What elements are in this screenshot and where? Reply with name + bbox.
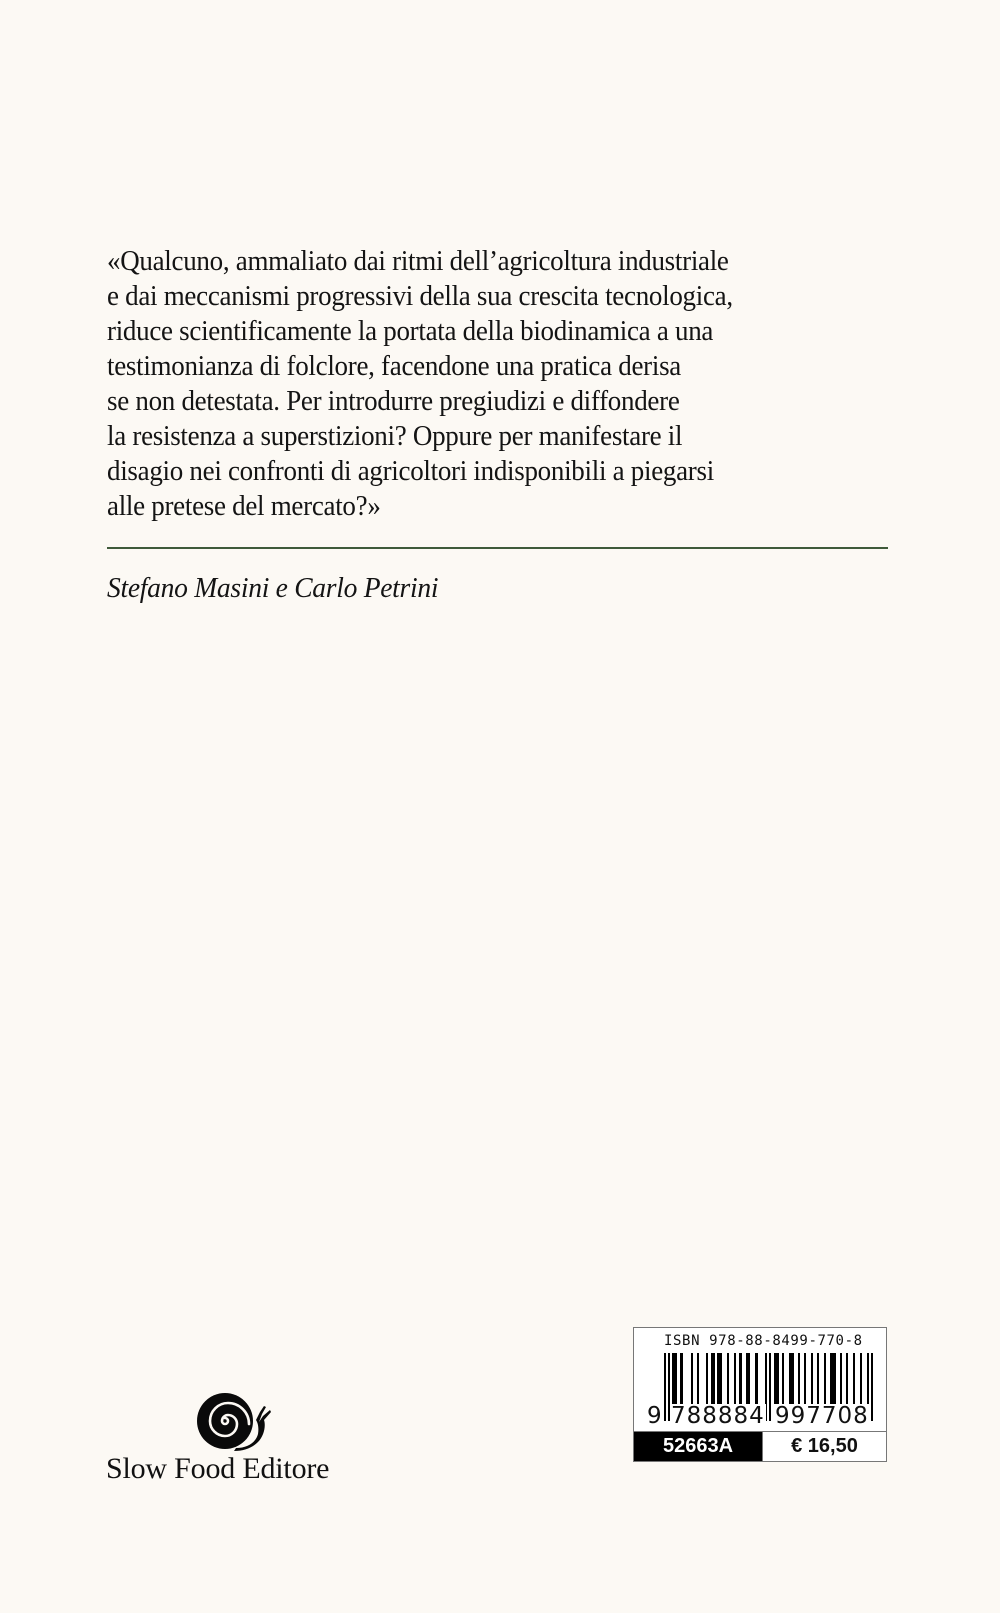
snail-icon xyxy=(196,1390,272,1452)
quote-line: alle pretese del mercato?» xyxy=(107,490,381,522)
quote-line: testimonianza di folclore, facendone una pratica derisa xyxy=(107,350,681,382)
isbn-barcode xyxy=(633,1327,887,1462)
quote-line: «Qualcuno, ammaliato dai ritmi dell’agricoltura industriale xyxy=(107,245,729,277)
publisher-name: Slow Food Editore xyxy=(106,1452,330,1485)
quote-line: la resistenza a superstizioni? Oppure per manifestare il xyxy=(107,420,683,452)
ean-first-digit: 9 xyxy=(647,1403,662,1429)
product-code: 52663A xyxy=(634,1432,762,1461)
authors: Stefano Masini e Carlo Petrini xyxy=(107,572,439,604)
ean-left-group: 788884 xyxy=(671,1403,765,1429)
isbn-label: ISBN 978-88-8499-770-8 xyxy=(664,1333,863,1349)
quote-line: e dai meccanismi progressivi della sua crescita tecnologica, xyxy=(107,280,733,312)
quote-line: riduce scientificamente la portata della biodinamica a una xyxy=(107,315,714,347)
back-cover-quote xyxy=(107,244,851,524)
separator-line xyxy=(107,547,888,549)
price: € 16,50 xyxy=(762,1432,886,1461)
quote-line: disagio nei confronti di agricoltori indisponibili a piegarsi xyxy=(107,455,714,487)
ean-right-group: 997708 xyxy=(775,1403,869,1429)
quote-line: se non detestata. Per introdurre pregiudizi e diffondere xyxy=(107,385,680,417)
price-row xyxy=(634,1431,886,1461)
